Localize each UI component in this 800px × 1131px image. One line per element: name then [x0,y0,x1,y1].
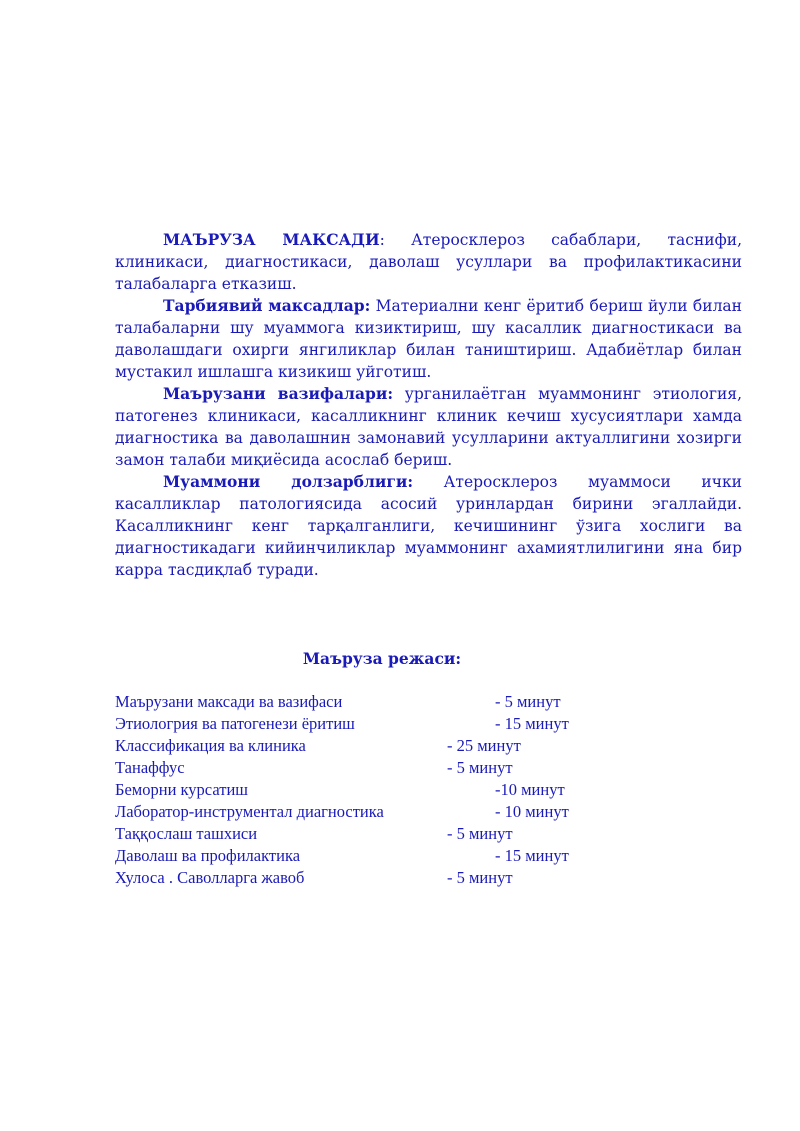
plan-list [115,691,715,889]
paragraph-title: Маърузани вазифалари: [163,384,394,403]
paragraph-text: урганилаётган муаммонинг этиология, патогенез клиникаси, касалликнинг клиник кечиш хусусиятлари хамда диагностика ва даволашнин замонавий усулларини актуаллигини хозирги замон талаби миқиёсида асослаб бериш. [115,385,742,469]
paragraph-title: МАЪРУЗА МАКСАДИ [163,230,380,249]
list-item [115,779,715,801]
paragraph-text: Атеросклероз сабаблари, таснифи, клиникаси, диагностикаси, даволаш усуллари ва профилактикасини талабаларга етказиш. [115,231,742,293]
list-item [115,691,715,713]
plan-item-duration: - 5 минут [447,824,513,843]
list-item [115,713,715,735]
paragraph-separator: : [379,231,385,249]
plan-item-duration: - 25 минут [447,736,521,755]
plan-item-name: Этиологрия ва патогенези ёритиш [115,714,355,733]
paragraph-goal [115,229,742,295]
list-item [115,735,715,757]
paragraph-text: Атеросклероз муаммоси ички касалликлар патологиясида асосий уринлардан бирини эгаллайди. Касалликнинг кенг тарқалганлиги, кечишининг ўзига хослиги ва диагностикадаги кийинчиликлар муаммонинг ахамиятлилигини яна бир карра тасдиқлаб туради. [115,473,742,579]
paragraph-title: Тарбиявий максадлар: [163,296,371,315]
plan-item-name: Маърузани максади ва вазифаси [115,692,343,711]
plan-item-duration: - 5 минут [495,692,561,711]
intro-section [115,229,742,581]
list-item [115,867,715,889]
list-item [115,823,715,845]
paragraph-tasks [115,383,742,471]
plan-item-duration: - 5 минут [447,868,513,887]
plan-item-duration: - 15 минут [495,714,569,733]
paragraph-educational-goals [115,295,742,383]
plan-item-duration: - 15 минут [495,846,569,865]
list-item [115,757,715,779]
plan-title: Маъруза режаси: [302,649,462,668]
list-item [115,801,715,823]
plan-item-duration: -10 минут [495,780,565,799]
paragraph-title: Муаммони долзарблиги: [163,472,414,491]
plan-item-name: Танаффус [115,758,185,777]
plan-item-name: Классификация ва клиника [115,736,306,755]
plan-item-name: Таққослаш ташхиси [115,824,258,843]
plan-item-duration: - 5 минут [447,758,513,777]
plan-item-name: Хулоса . Саволларга жавоб [115,868,305,887]
plan-item-name: Лаборатор-инструментал диагностика [115,802,384,821]
plan-item-name: Даволаш ва профилактика [115,846,301,865]
list-item [115,845,715,867]
plan-item-name: Беморни курсатиш [115,780,248,799]
paragraph-text: Материални кенг ёритиб бериш йули билан талабаларни шу муаммога кизиктириш, шу касаллик диагностикаси ва даволашдаги охирги янгиликлар билан таништириш. Адабиётлар билан мустакил ишлашга кизикиш уйготиш. [115,297,742,381]
plan-item-duration: - 10 минут [495,802,569,821]
paragraph-relevance [115,471,742,581]
